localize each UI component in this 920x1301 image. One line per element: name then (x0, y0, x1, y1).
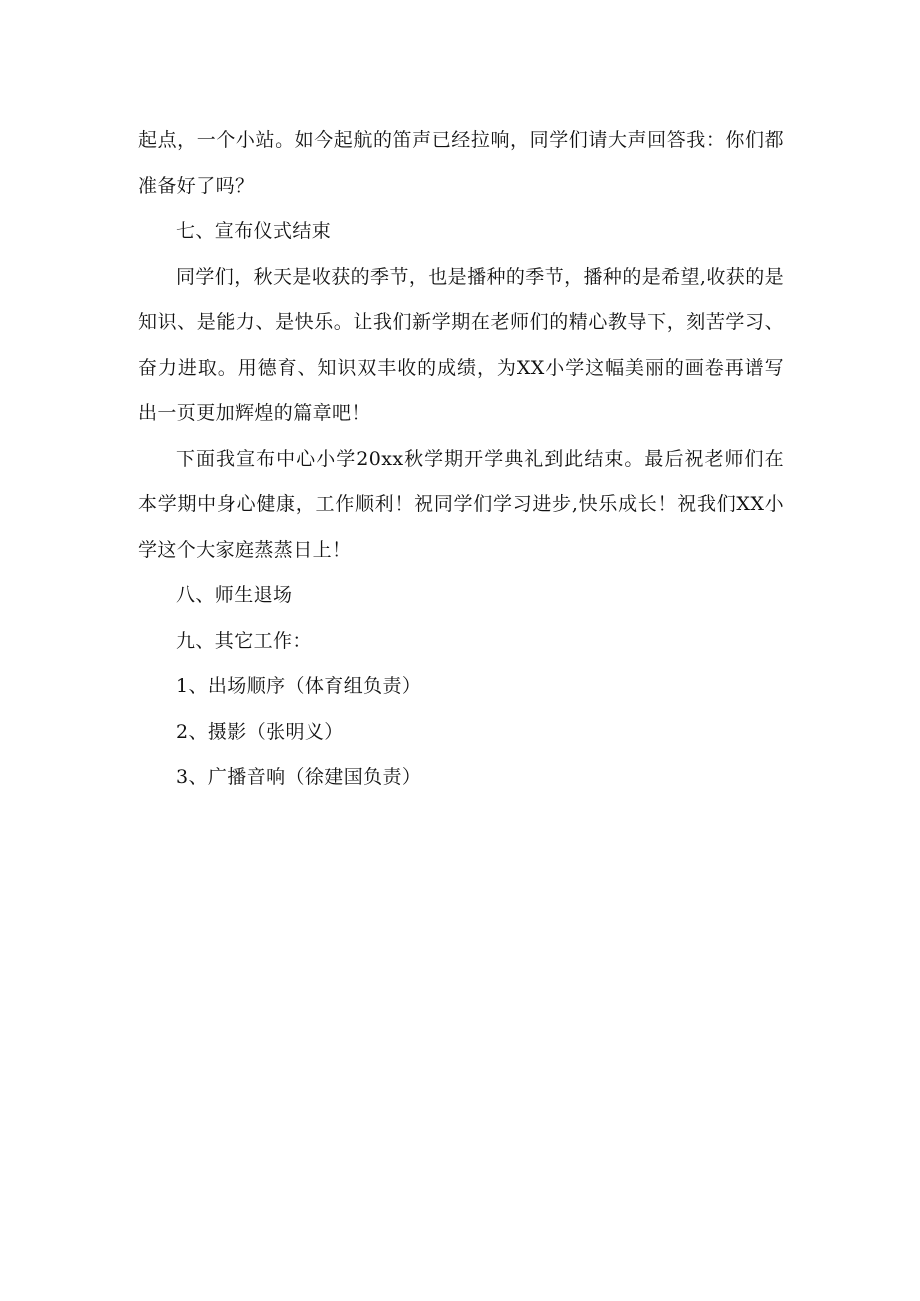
section-heading-7: 七、宣布仪式结束 (176, 220, 332, 242)
list-item-3: 3、广播音响（徐建国负责） (176, 766, 422, 788)
section-heading-8: 八、师生退场 (176, 584, 293, 606)
section-heading-9: 九、其它工作： (176, 629, 312, 652)
paragraph-closing-announcement: 下面我宣布中心小学20xx秋学期开学典礼到此结束。最后祝老师们在本学期中身心健康，工作顺利！祝同学们学习进步,快乐成长！祝我们XX小学这个大家庭蒸蒸日上！ (138, 447, 784, 561)
paragraph-continuation: 起点，一个小站。如今起航的笛声已经拉响，同学们请大声回答我：你们都准备好了吗？ (138, 129, 784, 197)
paragraph-autumn-harvest: 同学们，秋天是收获的季节，也是播种的季节，播种的是希望,收获的是知识、是能力、是快乐。让我们新学期在老师们的精心教导下，刻苦学习、奋力进取。用德育、知识双丰收的成绩，为XX小学这幅美丽的画卷再谱写出一页更加辉煌的篇章吧！ (138, 265, 784, 424)
list-item-1: 1、出场顺序（体育组负责） (176, 675, 422, 697)
document-body (138, 118, 784, 801)
list-item-2: 2、摄影（张明义） (176, 720, 344, 743)
